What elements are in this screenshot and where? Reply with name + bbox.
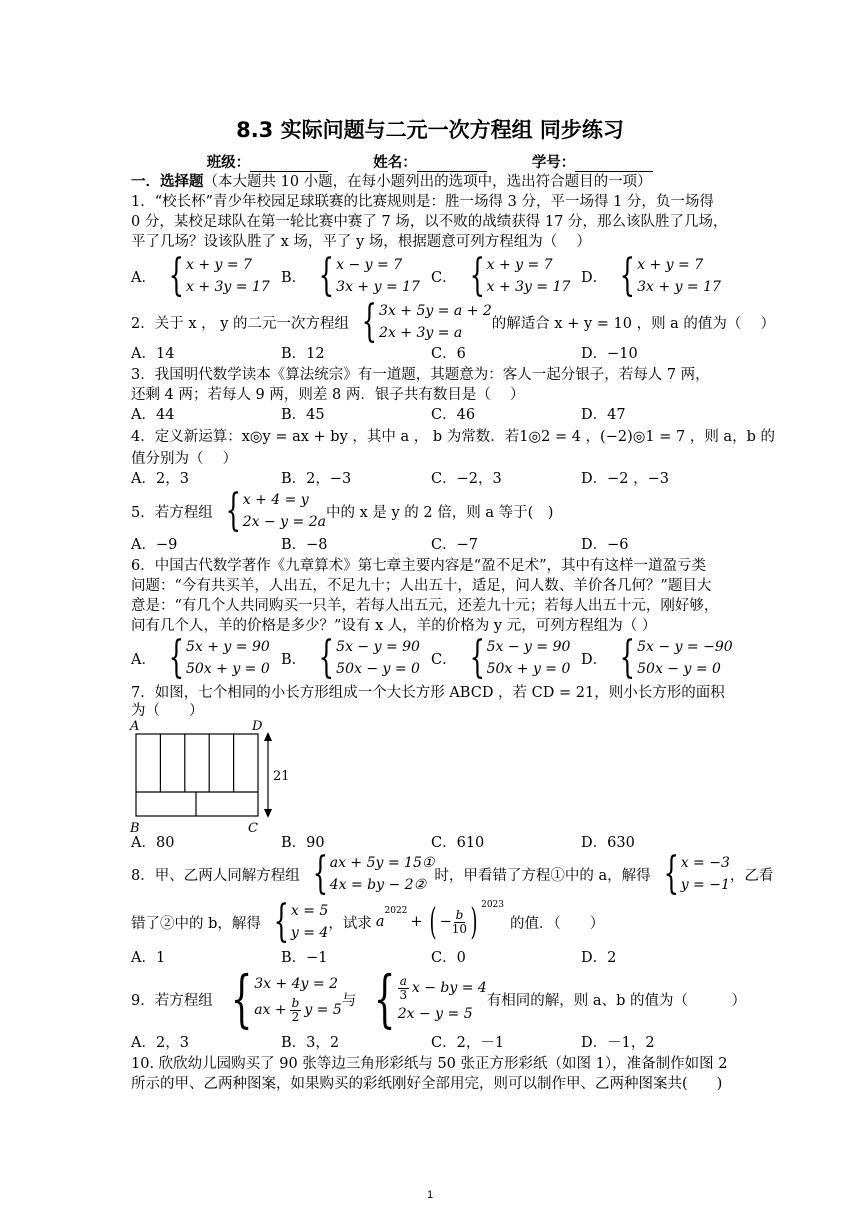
q1-option-c[interactable] (431, 250, 571, 301)
class-field (207, 151, 329, 172)
eq-row: 50x − y = 0 (336, 661, 420, 677)
numerator: b (455, 907, 464, 922)
q7-line1: 7．如图，七个相同的小长方形组成一个大长方形 ABCD ，若 CD = 21，则小长方形的面积 (131, 685, 725, 701)
q4-option-a[interactable]: A．2，3 (131, 471, 189, 487)
q10-line2: 所示的甲、乙两种图案，如果购买的彩纸刚好全部用完，则可以制作甲、乙两种图案共( ) (131, 1076, 723, 1092)
power-exponent: 2022 (384, 906, 408, 916)
q5-option-c[interactable]: C．−7 (431, 537, 478, 553)
denominator: 10 (451, 921, 468, 936)
q4-line2: 值分别为（ ） (131, 451, 238, 467)
q6-line3: 意是：“有几个人共同购买一只羊，若每人出五元，还差九十元；若每人出五十元，刚好够， (131, 598, 719, 614)
section-title: 一．选择题 (131, 174, 204, 190)
id-blank[interactable] (575, 156, 653, 172)
left-paren-icon: ( (429, 901, 437, 943)
option-label: A． (131, 269, 156, 286)
eq-row: y = −1 (680, 877, 730, 893)
q1-line1: 1．“校长杯”青少年校园足球联赛的比赛规则是：胜一场得 3 分，平一场得 1 分，负一场得 (131, 194, 714, 210)
power-exponent: 2023 (481, 900, 504, 910)
q6-option-c[interactable] (431, 632, 571, 683)
q6-line4: 问有几个人，羊的价格是多少？”设有 x 人，羊的价格为 y 元，可列方程组为（ ） (131, 618, 657, 634)
q8-option-a[interactable]: A．1 (131, 950, 166, 966)
page-number: 1 (426, 1189, 434, 1201)
q8-mid: 时，甲看错了方程①中的 a，解得 (434, 867, 651, 884)
vertex-c-label: C (248, 821, 258, 836)
option-label: B． (281, 269, 307, 286)
q3-line1: 3．我国明代数学读本《算法统宗》有一道题，其题意为：客人一起分银子，若每人 7 两， (131, 367, 710, 383)
vertex-d-label: D (252, 719, 263, 734)
eq-row: 4x = by − 2② (329, 877, 427, 893)
option-label: B． (281, 651, 307, 668)
class-blank[interactable] (250, 156, 328, 172)
q8-option-c[interactable]: C．0 (431, 950, 466, 966)
power-base: a (375, 914, 385, 930)
arrow-head-icon (264, 809, 272, 818)
plus-sign: + (410, 914, 423, 930)
eq-row: 50x + y = 0 (185, 661, 270, 677)
numerator: b (291, 995, 300, 1010)
numerator: a (399, 973, 407, 988)
q7-option-c[interactable]: C．610 (431, 835, 485, 851)
eq-row: x + y = 7 (486, 257, 553, 273)
option-label: A． (131, 651, 156, 668)
name-field (373, 151, 487, 172)
q10-line1: 10. 欣欣幼儿园购买了 90 张等边三角形彩纸与 50 张正方形彩纸（如图 1），准备制作如图 2 (131, 1056, 728, 1072)
eq-row: x + 3y = 17 (486, 279, 571, 295)
q7-option-d[interactable]: D．630 (581, 835, 635, 851)
q5-pre: 5．若方程组 (131, 504, 213, 521)
q6-option-b[interactable] (281, 632, 420, 683)
q7-option-b[interactable]: B．90 (281, 835, 325, 851)
brace-icon: { (361, 296, 378, 347)
q6-option-a[interactable] (131, 632, 270, 683)
q8-option-b[interactable]: B．−1 (281, 950, 328, 966)
brace-icon: { (619, 250, 636, 301)
q2-option-a[interactable]: A．14 (131, 346, 175, 362)
q3-option-a[interactable]: A．44 (131, 407, 175, 423)
q5-option-b[interactable]: B．−8 (281, 537, 328, 553)
q6-line1: 6．中国古代数学著作《九章算术》第七章主要内容是“盈不足术”，其中有这样一道盈亏类 (131, 558, 707, 574)
q9-option-d[interactable]: D．－1，2 (581, 1035, 655, 1051)
q8-option-d[interactable]: D．2 (581, 950, 617, 966)
eq-row: 3x + y = 17 (336, 279, 420, 295)
q8-tail: 的值．（ ） (510, 915, 605, 932)
q5-post: 中的 x 是 y 的 2 倍，则 a 等于( ) (325, 504, 554, 521)
right-paren-icon: ) (470, 901, 478, 943)
page-title: 8.3 实际问题与二元一次方程组 同步练习 (236, 118, 624, 142)
q8-pre: 8．甲、乙两人同解方程组 (131, 867, 300, 884)
vertex-a-label: A (130, 719, 140, 734)
q8-l2post: ，试求 (328, 915, 372, 932)
eq-row (254, 995, 342, 1025)
vertex-b-label: B (130, 821, 140, 836)
q2-option-c[interactable]: C．6 (431, 346, 466, 362)
q2-option-d[interactable]: D．−10 (581, 346, 638, 362)
name-blank[interactable] (417, 156, 487, 172)
eq-row: 3x + 4y = 2 (254, 976, 338, 992)
q8-stem-line2: 错了②中的 b，解得 { x = 5 y = 4 ，试求 a $^{2022}$ + ( − $\frac{b}{10}$ ) $^{2023}$ 的值．（ ） (131, 896, 605, 947)
class-label: 班级： (206, 155, 251, 171)
eq-row: x − y = 7 (336, 257, 403, 273)
q1-option-a[interactable] (131, 250, 270, 301)
q1-line2: 0 分，某校足球队在第一轮比赛中赛了 7 场，以不败的战绩获得 17 分，那么该队胜了几场， (131, 214, 728, 230)
eq-row: 3x + 5y = a + 2 (379, 303, 492, 319)
brace-icon: { (168, 250, 184, 301)
q4-option-d[interactable]: D．−2 ，−3 (581, 471, 669, 487)
brace-icon: { (273, 896, 289, 947)
q5-option-a[interactable]: A．−9 (131, 537, 178, 553)
eq-row: 3x + y = 17 (637, 279, 721, 295)
q3-option-c[interactable]: C．46 (431, 407, 476, 423)
q1-option-b[interactable] (281, 250, 420, 301)
q1-line3: 平了几场？设该队胜了 x 场，平了 y 场，根据题意可列方程组为（ ） (131, 234, 591, 250)
eq-row: 2x − y = 5 (397, 1006, 473, 1022)
brace-icon: { (374, 962, 396, 1035)
eq-row: 50x + y = 0 (486, 661, 571, 677)
q5-option-d[interactable]: D．−6 (581, 537, 629, 553)
denominator: 2 (291, 1009, 300, 1024)
brace-icon: { (663, 848, 679, 899)
brace-icon: { (469, 632, 485, 683)
q4-option-b[interactable]: B．2，−3 (281, 471, 352, 487)
section-heading (131, 173, 652, 191)
eq-part: ax + (254, 1002, 287, 1018)
section-note: （本大题共 10 小题，在每小题列出的选项中，选出符合题目的一项） (203, 174, 652, 190)
eq-row: 5x − y = 90 (486, 639, 571, 655)
eq-row: 2x − y = 2a (242, 514, 326, 530)
id-field (532, 151, 654, 172)
q6-line2: 问题：“今有共买羊，人出五，不足九十；人出五十，适足，问人数、羊价各几何？”题目大 (131, 578, 712, 594)
q7-option-a[interactable]: A．80 (131, 835, 175, 851)
q7-line2: 为（ ） (131, 703, 204, 719)
big-rectangle (136, 734, 258, 816)
q9-option-b[interactable]: B．3，2 (281, 1035, 340, 1051)
q1-option-d[interactable] (581, 250, 721, 301)
eq-row: x + 3y = 17 (185, 279, 270, 295)
brace-icon: { (619, 632, 636, 683)
eq-part: x − by = 4 (411, 980, 487, 996)
q5-stem (131, 485, 554, 536)
brace-icon: { (168, 632, 184, 683)
id-label: 学号： (531, 155, 576, 171)
q3-option-b[interactable]: B．45 (281, 407, 325, 423)
q3-option-d[interactable]: D．47 (581, 407, 626, 423)
fraction (452, 909, 467, 936)
q2-option-b[interactable]: B．12 (281, 346, 325, 362)
eq-row: 5x − y = −90 (637, 639, 733, 655)
name-label: 姓名： (373, 155, 417, 171)
q9-stem (131, 962, 746, 1035)
q9-option-c[interactable]: C．2，－1 (431, 1035, 505, 1051)
brace-icon: { (312, 848, 328, 899)
eq-row: y = 4 (290, 925, 329, 941)
eq-row: x + y = 7 (637, 257, 704, 273)
q9-pre: 9．若方程组 (131, 992, 213, 1009)
q9-post: 有相同的解，则 a、b 的值为（ ） (486, 992, 746, 1009)
q3-line2: 还剩 4 两；若每人 9 两，则差 8 两．银子共有数目是（ ） (131, 387, 525, 403)
q9-option-a[interactable]: A．2，3 (131, 1035, 189, 1051)
option-label: C． (431, 269, 457, 286)
option-label: C． (431, 651, 457, 668)
eq-row: 2x + 3y = a (379, 325, 463, 341)
fraction (398, 975, 409, 1002)
brace-icon: { (230, 962, 253, 1035)
fraction (290, 997, 302, 1024)
eq-row: x + 4 = y (242, 492, 309, 508)
eq-row: x + y = 7 (185, 257, 252, 273)
eq-row: 5x + y = 90 (185, 639, 270, 655)
q8-end: ，乙看 (729, 867, 774, 884)
q2-pre: 2．关于 x ， y 的二元一次方程组 (131, 315, 350, 332)
q8-stem-line1 (131, 848, 774, 899)
eq-row (398, 973, 487, 1003)
eq-row: 50x − y = 0 (637, 661, 721, 677)
student-info-line (0, 151, 860, 172)
q6-option-d[interactable] (581, 632, 733, 683)
q7-rectangle-figure (128, 716, 293, 838)
q4-line1: 4．定义新运算：x◎y = ax + by ，其中 a ， b 为常数．若1◎2 = 4 ，(−2)◎1 = 7 ，则 a，b 的 (131, 429, 775, 445)
q9-with: 与 (341, 992, 357, 1009)
q8-l2pre: 错了②中的 b，解得 (131, 915, 261, 932)
q4-option-c[interactable]: C．−2，3 (431, 471, 502, 487)
eq-row: x = 5 (290, 903, 329, 919)
brace-icon: { (225, 485, 241, 536)
arrow-head-icon (264, 732, 272, 741)
eq-row: x = −3 (680, 855, 730, 871)
eq-row: ax + 5y = 15① (329, 855, 435, 871)
length-label: 21 (273, 769, 290, 784)
brace-icon: { (318, 632, 335, 683)
q2-stem (131, 296, 776, 347)
denominator: 3 (399, 987, 408, 1002)
q2-post: 的解适合 x + y = 10 ，则 a 的值为（ ） (491, 315, 776, 332)
brace-icon: { (469, 250, 485, 301)
eq-part: y = 5 (304, 1002, 342, 1018)
brace-icon: { (318, 250, 335, 301)
eq-row: 5x − y = 90 (336, 639, 420, 655)
option-label: D． (581, 651, 608, 668)
option-label: D． (581, 269, 608, 286)
